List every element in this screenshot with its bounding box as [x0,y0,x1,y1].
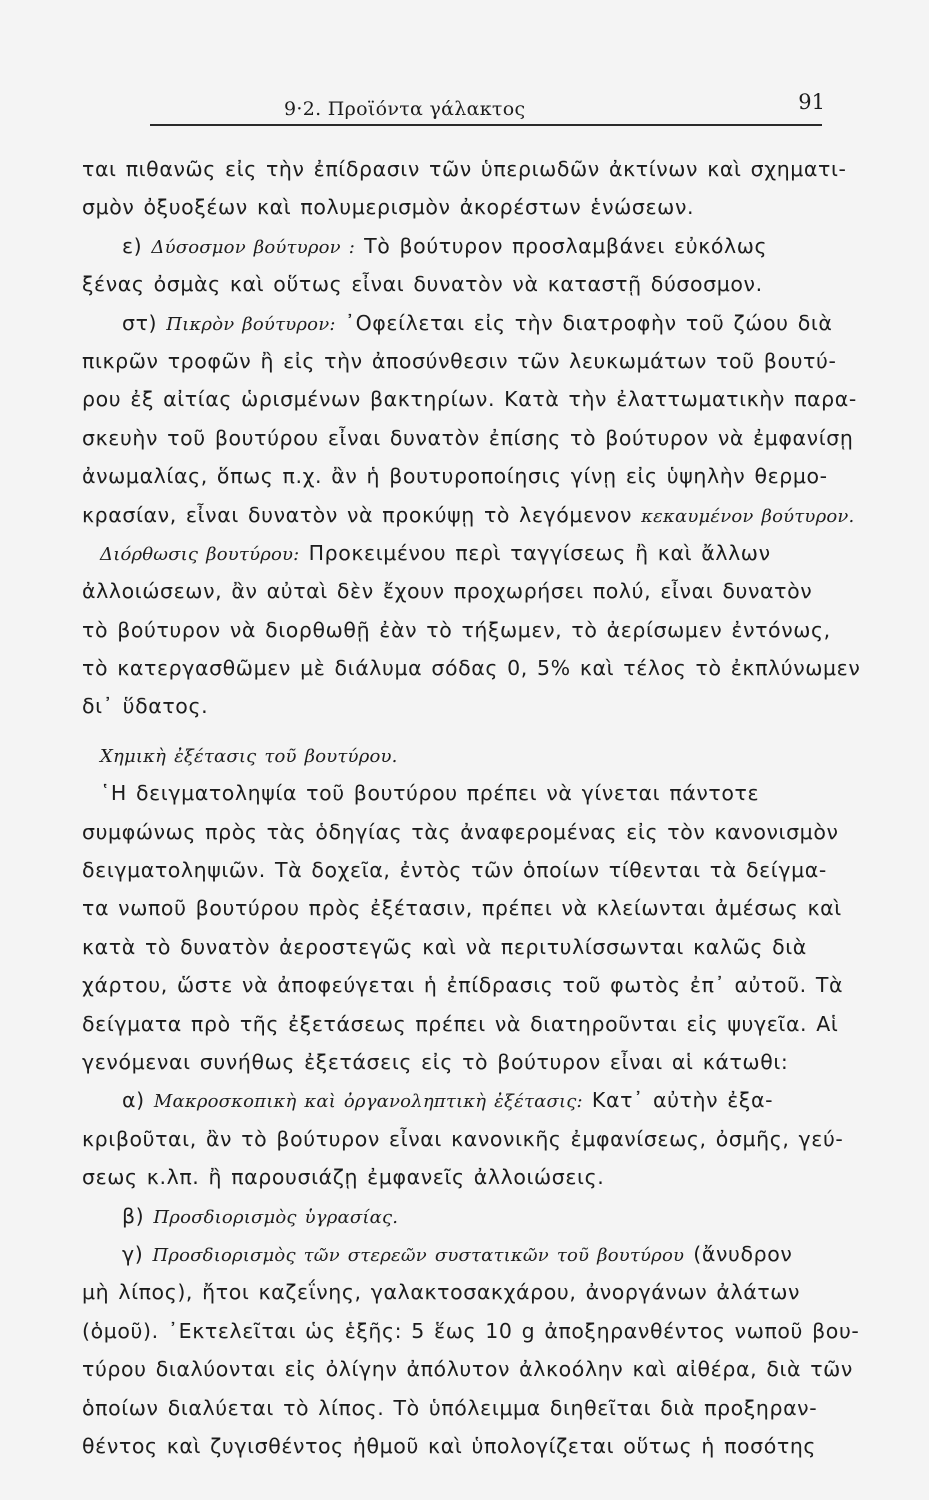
text-line [82,928,827,966]
text-line [82,1120,844,1158]
paragraph-gap [82,726,827,736]
line-text: ὁποίων διαλύεται τὸ λίπος. Τὸ ὑπόλειμμα διηθεῖται διὰ προξηραν- [82,1395,818,1420]
italic-heading: Διόρθωσις βουτύρου: [100,543,300,565]
item-marker: β) [122,1203,154,1228]
line-text: Τὸ βούτυρον προσλαμβάνει εὐκόλως [355,233,768,258]
text-line [82,736,827,774]
text-line [82,1005,839,1043]
line-text: κριβοῦται, ἂν τὸ βούτυρον εἶναι κανονικῆς ἐμφανίσεως, ὀσμῆς, γεύ- [82,1126,844,1151]
text-line [82,457,827,495]
line-text: ἀλλοιώσεων, ἂν αὐταὶ δὲν ἔχουν προχωρήσει πολύ, εἶναι δυνατὸν [82,579,813,604]
text-line [82,342,837,380]
text-line [82,649,861,687]
line-text: πικρῶν τροφῶν ἢ εἰς τὴν ἀποσύνθεσιν τῶν λευκωμάτων τοῦ βουτύ- [82,348,837,373]
line-text: τύρου διαλύονται εἰς ὀλίγην ἀπόλυτον ἀλκοόλην καὶ αἰθέρα, διὰ τῶν [82,1357,853,1382]
page-number: 91 [798,90,825,114]
text-line [82,1043,827,1081]
item-marker: στ) [122,310,167,335]
italic-heading: Πικρὸν βούτυρον: [166,313,336,335]
text-line [82,1235,827,1273]
header-rule [150,124,822,126]
item-marker: γ) [122,1241,153,1266]
line-text: τὸ βούτυρον νὰ διορθωθῇ ἐὰν τὸ τήξωμεν, τὸ ἀερίσωμεν ἐντόνως, [82,617,831,642]
line-text: ᾿Οφείλεται εἰς τὴν διατροφὴν τοῦ ζώου διὰ [335,310,833,335]
text-line [82,1389,827,1427]
text-line [82,889,842,927]
text-line [82,1312,860,1350]
line-text: σεως κ.λπ. ἢ παρουσιάζῃ ἐμφανεῖς ἀλλοιώσεις. [82,1165,605,1190]
line-text: (ἄνυδρον [684,1241,793,1266]
line-text: σμὸν ὀξυοξέων καὶ πολυμερισμὸν ἀκορέστων ἑνώσεων. [82,195,695,220]
line-text: Κατ᾿ αὐτὴν ἐξα- [582,1088,774,1113]
line-text: ξένας ὀσμὰς καὶ οὕτως εἶναι δυνατὸν νὰ καταστῇ δύσοσμον. [82,272,763,297]
text-line [82,851,827,889]
text-line [82,1081,827,1119]
line-text: χάρτου, ὥστε νὰ ἀποφεύγεται ἡ ἐπίδρασις τοῦ φωτὸς ἐπ᾿ αὐτοῦ. Τὰ [82,973,844,998]
line-text: συμφώνως πρὸς τὰς ὁδηγίας τὰς ἀναφερομένας εἰς τὸν κανονισμὸν [82,819,839,844]
italic-heading: Μακροσκοπικὴ καὶ ὀργανοληπτικὴ ἐξέτασις: [153,1091,583,1113]
text-line [82,1350,853,1388]
line-text: σκευὴν τοῦ βουτύρου εἶναι δυνατὸν ἐπίσης τὸ βούτυρον νὰ ἐμφανίσῃ [82,425,854,450]
text-line [82,419,854,457]
text-line [82,1197,827,1235]
line-text: δειγματοληψιῶν. Τὰ δοχεῖα, ἐντὸς τῶν ὁποίων τίθενται τὰ δείγμα- [82,858,827,883]
italic-heading: Προσδιορισμὸς ὑγρασίας. [153,1206,399,1228]
line-text: γενόμεναι συνήθως ἐξετάσεις εἰς τὸ βούτυρον εἶναι αἱ κάτωθι: [82,1049,789,1074]
text-line [82,813,839,851]
line-text: δι᾿ ὕδατος. [82,694,209,719]
line-text: ἀνωμαλίας, ὅπως π.χ. ἂν ἡ βουτυροποίησις γίνῃ εἰς ὑψηλὴν θερμο- [82,464,828,489]
italic-heading: κεκαυμένον βούτυρον. [641,505,855,527]
text-line [82,1427,827,1465]
running-head: 9·2. Προϊόντα γάλακτος [284,98,526,120]
body-text [82,150,861,1465]
line-text: τα νωποῦ βουτύρου πρὸς ἐξέτασιν, πρέπει νὰ κλείωνται ἀμέσως καὶ [82,896,842,921]
line-text: θέντος καὶ ζυγισθέντος ἠθμοῦ καὶ ὑπολογίζεται οὕτως ἡ ποσότης [82,1433,817,1458]
text-line [82,1158,827,1196]
line-text: μὴ λίπος), ἤτοι καζεΐνης, γαλακτοσακχάρου, ἀνοργάνων ἀλάτων [82,1280,801,1305]
line-text: κρασίαν, εἶναι δυνατὸν νὰ προκύψῃ τὸ λεγόμενον [82,502,642,527]
text-line [82,304,833,342]
line-text: τὸ κατεργασθῶμεν μὲ διάλυμα σόδας 0, 5% καὶ τέλος τὸ ἐκπλύνωμεν [82,656,861,681]
line-text: δείγματα πρὸ τῆς ἐξετάσεως πρέπει νὰ διατηροῦνται εἰς ψυγεῖα. Αἱ [82,1011,839,1036]
italic-heading: Δύσοσμον βούτυρον : [151,236,355,258]
line-text: ται πιθανῶς εἰς τὴν ἐπίδρασιν τῶν ὑπεριωδῶν ἀκτίνων καὶ σχηματι- [82,157,847,181]
text-line [82,534,827,572]
item-marker: ε) [122,233,152,258]
text-line [82,687,827,725]
item-marker: α) [122,1088,154,1113]
text-line [82,774,827,812]
line-text: Προκειμένου περὶ ταγγίσεως ἢ καὶ ἄλλων [299,540,771,565]
text-line [82,1273,827,1311]
text-line [82,611,831,649]
italic-heading: Προσδιορισμὸς τῶν στερεῶν συστατικῶν τοῦ βουτύρου [152,1244,685,1266]
text-line [82,966,844,1004]
line-text: (ὁμοῦ). ᾿Εκτελεῖται ὡς ἑξῆς: 5 ἕως 10 g ἀποξηρανθέντος νωποῦ βου- [82,1318,860,1343]
text-line [82,380,857,418]
line-text: ρου ἐξ αἰτίας ὡρισμένων βακτηρίων. Κατὰ τὴν ἐλαττωματικὴν παρα- [82,387,857,412]
italic-heading: Χημικὴ ἐξέτασις τοῦ βουτύρου. [100,745,398,767]
text-line [82,265,827,303]
line-text: ῾Η δειγματοληψία τοῦ βουτύρου πρέπει νὰ γίνεται πάντοτε [100,781,760,806]
text-line [82,188,827,226]
page-header [150,84,825,124]
text-line [82,227,827,265]
text-line [82,572,827,610]
text-line [82,150,847,188]
text-line [82,496,855,534]
line-text: κατὰ τὸ δυνατὸν ἀεροστεγῶς καὶ νὰ περιτυλίσσωνται καλῶς διὰ [82,934,807,959]
